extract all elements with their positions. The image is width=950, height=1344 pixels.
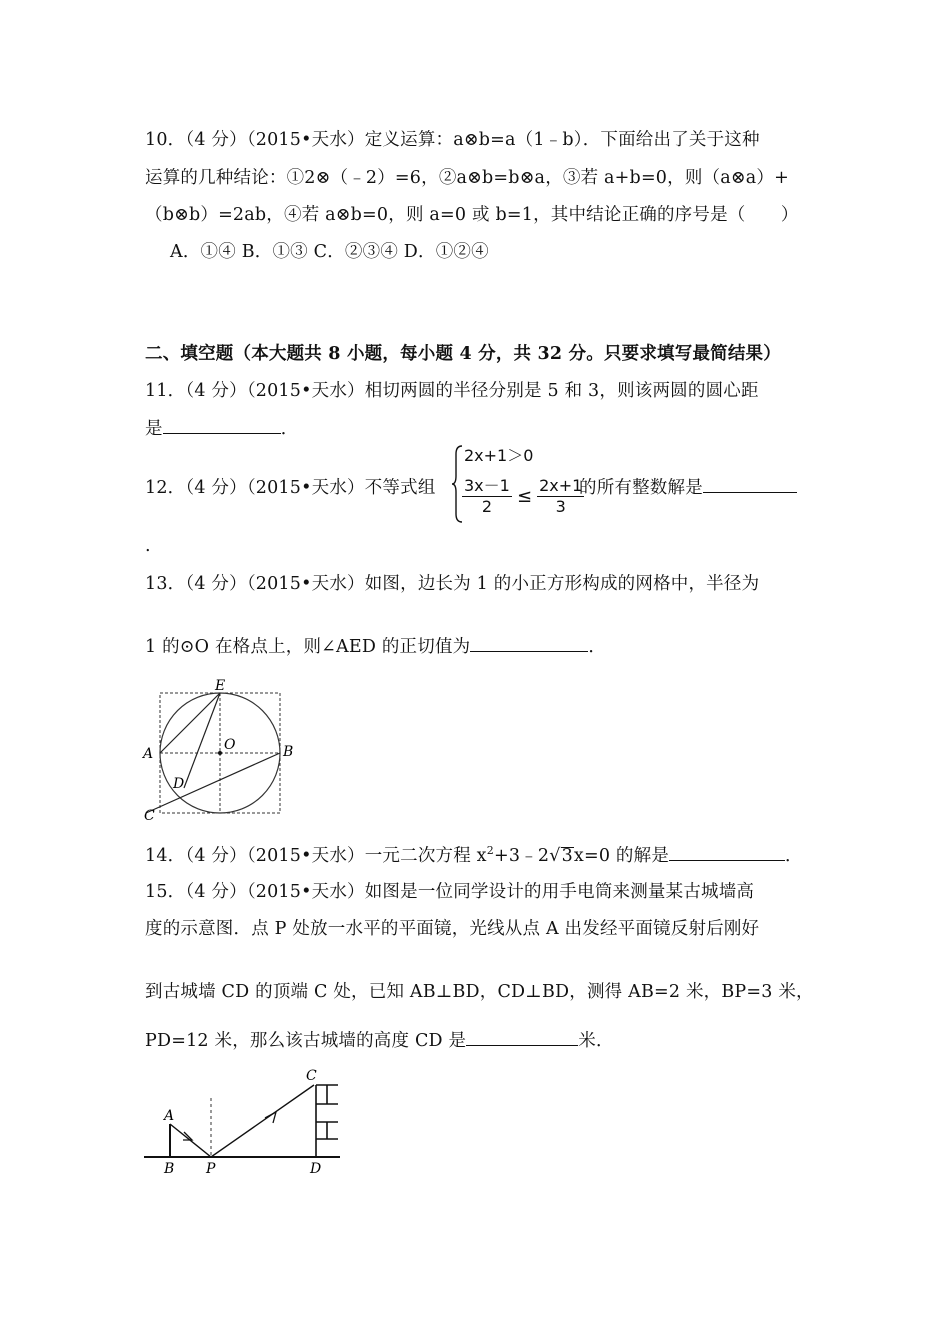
q15-answer-blank[interactable] bbox=[466, 1044, 578, 1046]
q15-line1: 15．（4 分）（2015•天水）如图是一位同学设计的用手电筒来测量某古城墙高 bbox=[145, 882, 755, 902]
q12-frac-right-den: 3 bbox=[555, 497, 566, 516]
q14-radicand: 3 bbox=[561, 846, 573, 866]
q12-frac-left bbox=[462, 476, 512, 517]
q15-line4 bbox=[145, 1027, 614, 1052]
q14-prefix: 14．（4 分）（2015•天水）一元二次方程 x bbox=[145, 846, 487, 866]
label-b: B bbox=[283, 744, 294, 760]
q15-prefix: PD=12 米，那么该古城墙的高度 CD 是 bbox=[145, 1031, 467, 1051]
q12-ineq1: 2x+1＞0 bbox=[464, 446, 534, 465]
q12-relation: ≤ bbox=[516, 486, 533, 507]
q13-figure bbox=[140, 676, 300, 826]
q13-prefix: 1 的⊙O 在格点上，则∠AED 的正切值为 bbox=[145, 637, 471, 657]
q12-frac-left-den: 2 bbox=[481, 497, 493, 516]
section-heading: 二、填空题（本大题共 8 小题，每小题 4 分，共 32 分。只要求填写最简结果） bbox=[145, 344, 781, 364]
q11-line2 bbox=[145, 415, 298, 440]
q15-figure bbox=[140, 1066, 350, 1180]
q12-end: . bbox=[145, 536, 151, 556]
q11-suffix: ． bbox=[280, 419, 299, 439]
q13-suffix: ． bbox=[588, 637, 607, 657]
q12-suffix-line bbox=[579, 474, 797, 499]
label-a: A bbox=[164, 1108, 175, 1124]
city-wall bbox=[316, 1085, 338, 1157]
q14-end: ． bbox=[785, 846, 803, 866]
q12-frac-left-num: 3x－1 bbox=[464, 476, 510, 495]
q12-suffix: 的所有整数解是 bbox=[579, 478, 703, 498]
q10-line1: 10．（4 分）（2015•天水）定义运算：a⊗b=a（1﹣b）．下面给出了关于这种 bbox=[145, 130, 760, 150]
label-d: D bbox=[173, 776, 185, 792]
q14-suffix: x=0 的解是 bbox=[573, 846, 670, 866]
label-a: A bbox=[143, 746, 154, 762]
q10-line2: 运算的几种结论：①2⊗（﹣2）=6，②a⊗b=b⊗a，③若 a+b=0，则（a⊗a）+ bbox=[145, 168, 789, 188]
q12-answer-blank[interactable] bbox=[703, 491, 797, 493]
q12-inequality-system bbox=[452, 444, 582, 524]
q14-mid: +3﹣2 bbox=[493, 846, 550, 866]
q12-prefix: 12．（4 分）（2015•天水）不等式组 bbox=[145, 478, 436, 498]
q12-frac-right bbox=[537, 476, 584, 517]
q13-line2 bbox=[145, 633, 606, 658]
label-c: C bbox=[306, 1068, 317, 1084]
q12-frac-right-num: 2x+1 bbox=[539, 476, 583, 495]
q15-line3: 到古城墙 CD 的顶端 C 处，已知 AB⊥BD，CD⊥BD，测得 AB=2 米，BP=3 米， bbox=[145, 982, 814, 1002]
q15-suffix: 米． bbox=[578, 1031, 614, 1051]
q11-prefix: 是 bbox=[145, 419, 163, 439]
q14-line bbox=[145, 842, 803, 867]
label-d: D bbox=[310, 1161, 322, 1177]
label-o: O bbox=[224, 737, 236, 753]
q11-answer-blank[interactable] bbox=[163, 432, 281, 434]
q13-line1: 13．（4 分）（2015•天水）如图，边长为 1 的小正方形构成的网格中，半径为 bbox=[145, 574, 760, 594]
q15-line2: 度的示意图．点 P 处放一水平的平面镜，光线从点 A 出发经平面镜反射后刚好 bbox=[145, 919, 760, 939]
light-ray bbox=[170, 1085, 314, 1157]
q10-options: A．①④ B．①③ C．②③④ D．①②④ bbox=[170, 242, 489, 262]
q14-sup: 2 bbox=[486, 844, 494, 858]
arrow-icon-2 bbox=[265, 1112, 276, 1123]
q13-answer-blank[interactable] bbox=[470, 650, 588, 652]
q11-line1: 11．（4 分）（2015•天水）相切两圆的半径分别是 5 和 3，则该两圆的圆心距 bbox=[145, 381, 759, 401]
center-point bbox=[218, 751, 222, 755]
sqrt-icon: √ bbox=[549, 846, 561, 866]
q14-answer-blank[interactable] bbox=[669, 859, 785, 861]
q10-line3: （b⊗b）=2ab，④若 a⊗b=0，则 a=0 或 b=1，其中结论正确的序号是（ ） bbox=[145, 205, 799, 225]
label-b: B bbox=[164, 1161, 175, 1177]
label-e: E bbox=[215, 678, 226, 694]
label-c: C bbox=[144, 808, 155, 824]
q12-ineq2 bbox=[462, 476, 584, 517]
label-p: P bbox=[206, 1161, 216, 1177]
